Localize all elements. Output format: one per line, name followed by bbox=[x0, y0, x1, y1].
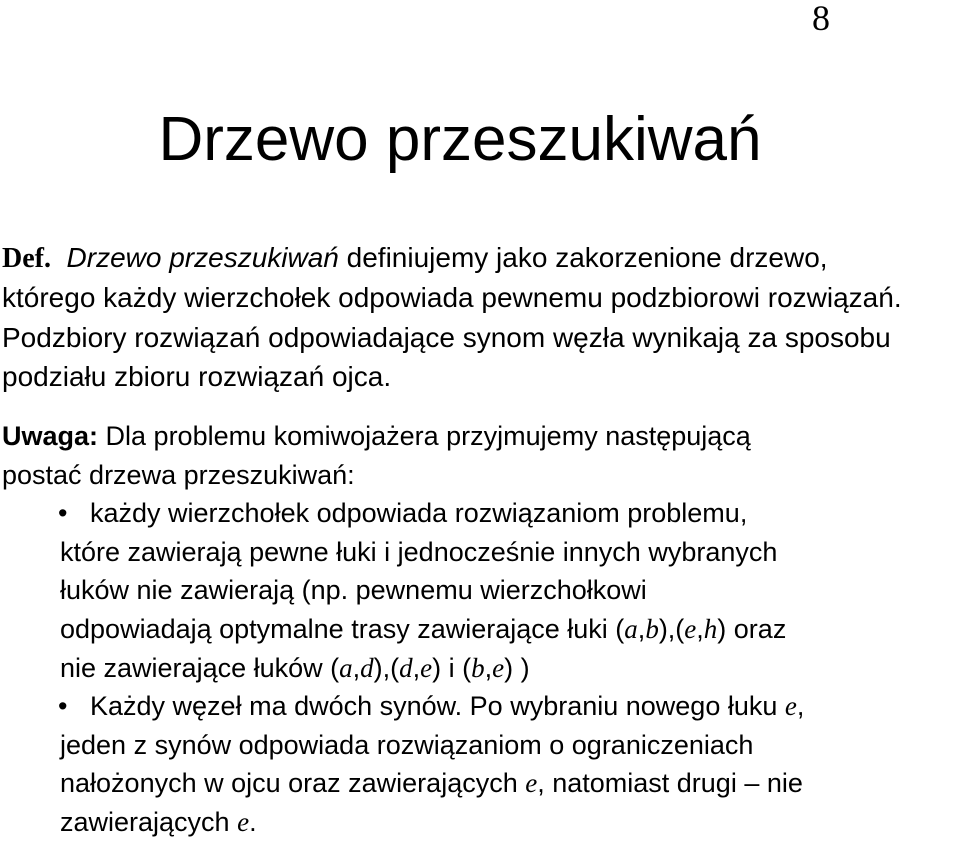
text-run: Każdy węzeł ma dwóch synów. Po wybraniu nowego łuku bbox=[90, 691, 785, 722]
variable-b: b bbox=[645, 613, 659, 644]
bullet-1-line-5 bbox=[2, 649, 952, 688]
text-run: nie zawierające łuków ( bbox=[60, 652, 340, 683]
variable-a: a bbox=[339, 652, 353, 683]
text-run: . bbox=[249, 806, 257, 837]
text-run: ) i ( bbox=[432, 652, 472, 683]
text-run: , bbox=[637, 613, 646, 644]
note-line-2: postać drzewa przeszukiwań: bbox=[2, 459, 355, 490]
variable-e: e bbox=[525, 768, 538, 799]
variable-d: d bbox=[399, 652, 413, 683]
definition-line-3: Podzbiory rozwiązań odpowiadające synom węzła wynikają za sposobu bbox=[2, 321, 891, 353]
variable-e: e bbox=[684, 613, 697, 644]
definition-term: Drzewo przeszukiwań bbox=[66, 242, 339, 273]
bullet-2-line-2: jeden z synów odpowiada rozwiązaniom o ograniczeniach bbox=[60, 729, 754, 760]
bullet-marker: • bbox=[58, 498, 68, 529]
definition-line-4: podziału zbioru rozwiązań ojca. bbox=[2, 360, 392, 392]
note-line-1-text: Dla problemu komiwojażera przyjmujemy następującą bbox=[98, 421, 751, 451]
text-run: zawierających bbox=[60, 806, 238, 837]
text-run: ) ) bbox=[504, 652, 530, 683]
definition-paragraph bbox=[2, 238, 952, 396]
text-run: , natomiast drugi – nie bbox=[537, 768, 803, 799]
variable-d: d bbox=[360, 652, 374, 683]
bullet-1-line-1 bbox=[2, 494, 952, 533]
text-run: , bbox=[796, 691, 805, 722]
bullet-1-line-4 bbox=[2, 610, 952, 649]
bullet-1-line-3: łuków nie zawierają (np. pewnemu wierzchołkowi bbox=[60, 575, 647, 606]
text-run: ),( bbox=[658, 613, 685, 644]
text-run: ) oraz bbox=[717, 613, 787, 644]
definition-line-2: którego każdy wierzchołek odpowiada pewnemu podzbiorowi rozwiązań. bbox=[2, 282, 902, 314]
variable-e: e bbox=[420, 652, 433, 683]
note-label: Uwaga: bbox=[2, 421, 99, 451]
definition-label: Def. bbox=[2, 243, 51, 274]
bullet-2-line-4 bbox=[2, 803, 952, 842]
bullet-1-line-2: które zawierają pewne łuki i jednocześnie innych wybranych bbox=[60, 536, 778, 567]
bullet-item-2 bbox=[2, 687, 952, 841]
page-number: 8 bbox=[812, 0, 830, 38]
definition-line-1 bbox=[2, 238, 952, 278]
bullet-2-line-3 bbox=[2, 764, 952, 803]
note-line-1 bbox=[2, 417, 952, 456]
text-run: ),( bbox=[373, 652, 400, 683]
text-run: odpowiadają optymalne trasy zawierające łuki ( bbox=[60, 613, 625, 644]
variable-e: e bbox=[237, 806, 250, 837]
bullet-2-line-1 bbox=[2, 687, 952, 726]
text-run: , bbox=[484, 652, 493, 683]
definition-line-1-text: definiujemy jako zakorzenione drzewo, bbox=[338, 242, 828, 273]
variable-e: e bbox=[492, 652, 505, 683]
variable-e: e bbox=[784, 691, 797, 722]
bullet-1-text-1: każdy wierzchołek odpowiada rozwiązaniom problemu, bbox=[90, 498, 748, 529]
bullet-item-1 bbox=[2, 494, 952, 687]
variable-h: h bbox=[703, 613, 718, 644]
text-run: , bbox=[352, 652, 361, 683]
note-paragraph bbox=[2, 417, 952, 842]
variable-a: a bbox=[624, 613, 638, 644]
text-run: nałożonych w ojcu oraz zawierających bbox=[60, 768, 526, 799]
text-run: , bbox=[696, 613, 704, 644]
variable-b: b bbox=[471, 652, 485, 683]
text-run: , bbox=[412, 652, 421, 683]
bullet-marker: • bbox=[58, 691, 68, 722]
page-title: Drzewo przeszukiwań bbox=[158, 105, 762, 174]
